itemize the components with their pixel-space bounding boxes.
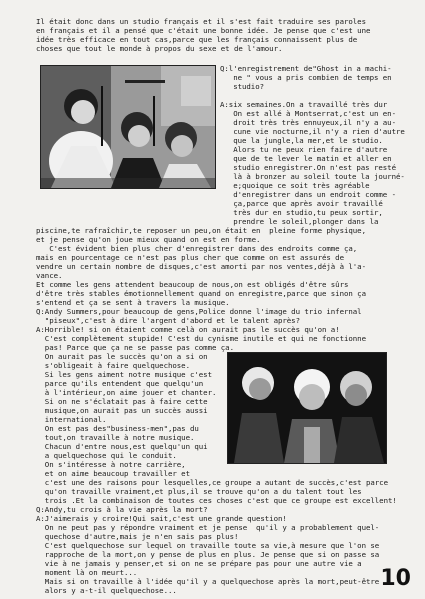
text-line: Et comme les gens attendent beaucoup de nous,on est obligés d'être sûrs	[36, 280, 349, 289]
text-line: moment là on meurt...	[36, 568, 138, 577]
text-line: studio?	[220, 82, 264, 91]
page-number: 10	[380, 566, 411, 591]
text-line: Q:Andy Summers,pour beaucoup de gens,Police donne l'image du trio infernal	[36, 307, 362, 316]
text-line: Mais si on travaille à l'idée qu'il y a quelquechose après la mort,peut-être	[36, 577, 380, 586]
text-line: On ne peut pas y répondre vraiment et je pense qu'il y a probablement quel-	[36, 523, 380, 532]
text-line: là à bronzer au soleil toute la journé-	[220, 172, 405, 181]
band-portrait-photo	[227, 352, 387, 464]
text-line: Q:l'enregistrement de"Ghost in a machi-	[220, 64, 392, 73]
text-line: que la jungle,la mer,et le studio.	[220, 136, 383, 145]
text-line: Si les gens aiment notre musique c'est	[36, 370, 212, 379]
text-line: droit très très ennuyeux,il n'y a au-	[220, 118, 396, 127]
text-line: tout,on travaille à notre musique.	[36, 433, 195, 442]
text-line: pas! Parce que ça ne se passe pas comme ça.	[36, 343, 234, 352]
text-line: ça,parce que après avoir travaillé	[220, 199, 383, 208]
text-line: et on aime beaucoup travailler et	[36, 469, 190, 478]
text-line: que de te lever le matin et aller en	[220, 154, 392, 163]
text-line: musique,on aurait pas un succès aussi	[36, 406, 208, 415]
text-line: quechose d'autre,mais je n'en sais pas plus!	[36, 532, 239, 541]
text-line: Chacun d'entre nous,est quelqu'un qui	[36, 442, 208, 451]
text-line: d'être très stables émotionnellement quand on enregistre,parce que sinon ça	[36, 289, 366, 298]
text-line: On aurait pas le succès qu'on a si on	[36, 352, 208, 361]
text-line: Alors tu ne peux rien faire d'autre	[220, 145, 388, 154]
text-line: cune vie nocturne,il n'y a rien d'autre	[220, 127, 405, 136]
studio-photo	[40, 65, 216, 189]
text-line: A:J'aimerais y croire!Qui sait,c'est une grande question!	[36, 514, 287, 523]
text-line: trois .Et la combinaison de toutes ces choses c'est que ce groupe est excellent!	[36, 496, 397, 505]
text-line: vance.	[36, 271, 63, 280]
text-line: prendre le soleil,plonger dans la	[220, 217, 379, 226]
text-line: C'est évident bien plus cher d'enregistrer dans des endroits comme ça,	[36, 244, 358, 253]
text-line: très dur en studio,tu peux sortir,	[220, 208, 383, 217]
text-line: On s'intéresse à notre carrière,	[36, 460, 186, 469]
text-line: C'est complètement stupide! C'est du cynisme inutile et qui ne fonctionne	[36, 334, 366, 343]
text-line: international.	[36, 415, 107, 424]
text-line: qu'on travaille vraiment,et plus,il se trouve qu'on a du talent tout les	[36, 487, 362, 496]
text-line: e;quoique ce soit très agréable	[220, 181, 370, 190]
text-line: Q:Andy,tu crois à la vie après la mort?	[36, 505, 208, 514]
text-line: parce qu'ils entendent que quelqu'un	[36, 379, 204, 388]
text-line: mais en pourcentage ce n'est pas plus cher que comme on est assurés de	[36, 253, 344, 262]
text-line: On est allé à Montserrat,c'est un en-	[220, 109, 396, 118]
text-line: piscine,te rafraîchir,te reposer un peu,on était en pleine forme physique,	[36, 226, 366, 235]
text-line: idée très efficace en tout cas,parce que les français connaissent plus de	[36, 35, 358, 44]
text-line: Si on ne s'éclatait pas à faire cette	[36, 397, 208, 406]
text-line: à l'intérieur,on aime jouer et chanter.	[36, 388, 217, 397]
text-line: vendre un certain nombre de disques,c'est amorti par nos ventes,déjà à l'a-	[36, 262, 366, 271]
text-line: C'est quelquechose sur lequel on travaille toute sa vie,à mesure que l'on se	[36, 541, 380, 550]
text-line: en français et il a pensé que c'était une bonne idée. Je pense que c'est une	[36, 26, 371, 35]
text-line: Il était donc dans un studio français et il s'est fait traduire ses paroles	[36, 17, 366, 26]
text-line: alors y a-t-il quelquechose...	[36, 586, 177, 595]
text-line: et je pense qu'on joue mieux quand on est en forme.	[36, 235, 261, 244]
text-line: a quelquechose qui le conduit.	[36, 451, 177, 460]
text-line: c'est une des raisons pour lesquelles,ce groupe a autant de succès,c'est parce	[36, 478, 388, 487]
text-line: On est pas des"business-men",pas du	[36, 424, 199, 433]
text-line: ne " vous a pris combien de temps en	[220, 73, 392, 82]
text-line: vie à ne jamais y penser,et si on ne se prépare pas pour une autre vie a	[36, 559, 362, 568]
text-line: choses que tout le monde à propos du sexe et de l'amour.	[36, 44, 283, 53]
text-line: s'entend et ça se sent à travers la musique.	[36, 298, 230, 307]
text-line: s'obligeait à faire quelquechose.	[36, 361, 190, 370]
text-line: A:Horrible! si on étaient comme celà on aurait pas le succès qu'on a!	[36, 325, 340, 334]
text-line: "piseux",c'est à dire l'argent d'abord et le talent après?	[36, 316, 300, 325]
text-line: d'enregistrer dans un endroit comme -	[220, 190, 396, 199]
text-line: A:six semaines.On a travaillé très dur	[220, 100, 388, 109]
text-line: studio enregistrer.On n'est pas resté	[220, 163, 396, 172]
text-line: rapproche de la mort,on y pense de plus en plus. Je pense que si on passe sa	[36, 550, 380, 559]
